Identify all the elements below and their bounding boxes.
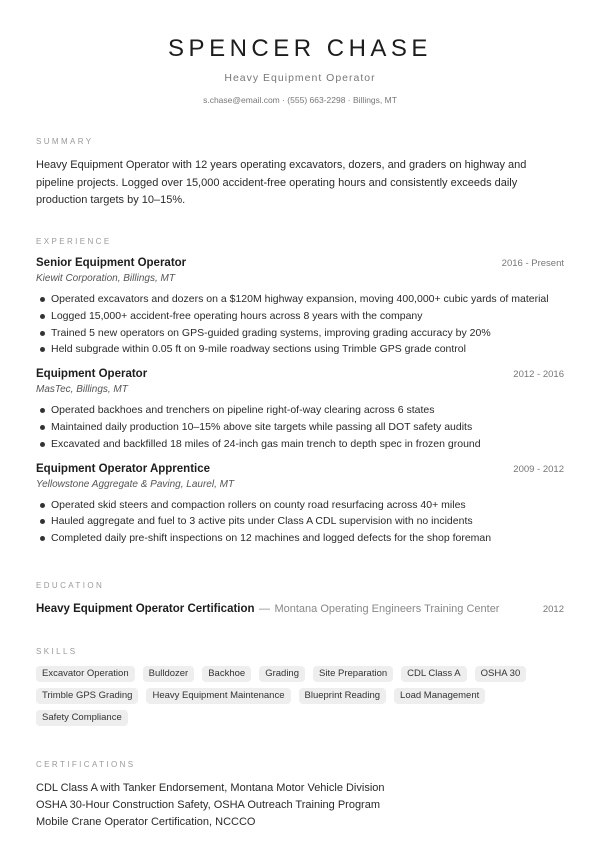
job-list: [36, 256, 564, 547]
skill-chip: CDL Class A: [401, 666, 467, 682]
job-entry: [36, 367, 564, 452]
candidate-name: SPENCER CHASE: [168, 35, 432, 62]
job-dates: 2009 - 2012: [513, 463, 564, 475]
education-year: 2012: [542, 604, 564, 615]
job-dates: 2016 - Present: [501, 258, 564, 269]
job-entry: [36, 256, 564, 358]
certifications-section: [36, 760, 564, 831]
skill-chip: Trimble GPS Grading: [36, 688, 138, 704]
section-heading: EDUCATION: [36, 581, 105, 590]
skill-chip: Excavator Operation: [36, 666, 135, 682]
education-entry: [36, 599, 564, 617]
section-heading: CERTIFICATIONS: [36, 760, 136, 769]
job-header: [36, 256, 564, 270]
job-company: Kiewit Corporation, Billings, MT: [36, 273, 175, 284]
job-bullet: Operated backhoes and trenchers on pipeline right-of-way clearing across 6 states: [36, 402, 564, 419]
resume-header: [36, 0, 564, 105]
skill-chip: Blueprint Reading: [299, 688, 387, 704]
section-heading: SUMMARY: [36, 137, 94, 146]
job-bullet: Operated excavators and dozers on a $120M highway expansion, moving 400,000+ cubic yards of material: [36, 291, 564, 308]
job-bullet: Operated skid steers and compaction rollers on county road resurfacing across 40+ miles: [36, 497, 564, 514]
certification-item: Mobile Crane Operator Certification, NCCCO: [36, 816, 256, 828]
skill-chip: Load Management: [394, 688, 485, 704]
skill-chip: Bulldozer: [143, 666, 195, 682]
section-heading: SKILLS: [36, 647, 78, 656]
job-bullet-list: [36, 291, 564, 358]
job-bullet-list: [36, 497, 564, 547]
summary-section: [36, 137, 564, 210]
contact-line: s.chase@email.com · (555) 663-2298 · Billings, MT: [203, 95, 397, 105]
skills-section: [36, 647, 564, 726]
skill-chip: Site Preparation: [313, 666, 393, 682]
job-header: [36, 367, 564, 381]
job-company: MasTec, Billings, MT: [36, 384, 128, 396]
skill-chip: Heavy Equipment Maintenance: [146, 688, 290, 704]
skill-list: [36, 666, 564, 726]
summary-text: Heavy Equipment Operator with 12 years operating excavators, dozers, and graders on highway and pipeline projects. Logged over 15,000 accident-free operating hours and consistently exceeds daily production targets by 10–15%.: [36, 159, 527, 206]
certification-list: [36, 780, 564, 831]
section-heading: EXPERIENCE: [36, 237, 112, 246]
job-bullet: Held subgrade within 0.05 ft on 9-mile roadway sections using Trimble GPS grade control: [36, 341, 564, 358]
job-bullet: Completed daily pre-shift inspections on 12 machines and logged defects for the shop foreman: [36, 530, 564, 547]
job-dates: 2012 - 2016: [513, 369, 564, 381]
skill-chip: OSHA 30: [475, 666, 527, 682]
education-school: Montana Operating Engineers Training Center: [274, 603, 500, 615]
education-separator: —: [259, 603, 270, 615]
job-bullet: Maintained daily production 10–15% above site targets while passing all DOT safety audits: [36, 419, 564, 436]
job-bullet: Excavated and backfilled 18 miles of 24-inch gas main trench to depth spec in frozen ground: [36, 436, 564, 453]
job-bullet: Hauled aggregate and fuel to 3 active pits under Class A CDL supervision with no incidents: [36, 513, 564, 530]
job-header: [36, 462, 564, 476]
education-degree: Heavy Equipment Operator Certification: [36, 603, 255, 615]
certification-item: CDL Class A with Tanker Endorsement, Montana Motor Vehicle Division: [36, 782, 385, 794]
job-title: Equipment Operator: [36, 368, 148, 381]
job-company: Yellowstone Aggregate & Paving, Laurel, MT: [36, 478, 235, 490]
skill-chip: Backhoe: [202, 666, 251, 682]
skill-chip: Safety Compliance: [36, 710, 128, 726]
job-bullet: Trained 5 new operators on GPS-guided grading systems, improving grading accuracy by 20%: [36, 325, 564, 342]
candidate-title: Heavy Equipment Operator: [224, 72, 376, 84]
certification-item: OSHA 30-Hour Construction Safety, OSHA Outreach Training Program: [36, 799, 381, 811]
job-title: Equipment Operator Apprentice: [36, 462, 211, 475]
experience-section: [36, 237, 564, 547]
job-title: Senior Equipment Operator: [36, 257, 187, 269]
job-bullet: Logged 15,000+ accident-free operating hours across 8 years with the company: [36, 308, 564, 325]
education-section: [36, 581, 564, 617]
job-bullet-list: [36, 402, 564, 452]
job-entry: [36, 462, 564, 547]
skill-chip: Grading: [259, 666, 305, 682]
